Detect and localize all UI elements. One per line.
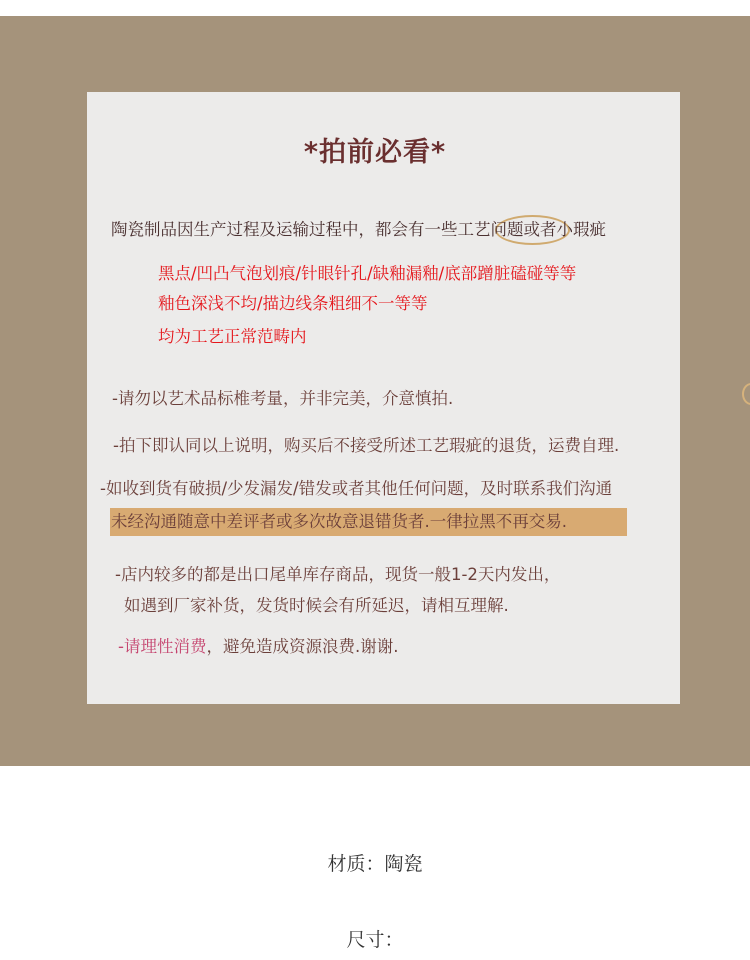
material-label: 材质：陶瓷 [327, 853, 423, 875]
rule-line-6: 如遇到厂家补货，发货时候会有所延迟，请相互理解. [124, 596, 509, 615]
notice-intro: 陶瓷制品因生产过程及运输过程中，都会有一些工艺问题或者小瑕疵 [111, 220, 606, 239]
circle-mark-decoration [742, 383, 750, 405]
rule-line-2: -拍下即认同以上说明，购买后不接受所述工艺瑕疵的退货，运费自理. [113, 436, 620, 455]
size-label: 尺寸： [346, 929, 404, 951]
rule-line-4: 未经沟通随意中差评者或多次故意退错货者.一律拉黑不再交易. [111, 512, 567, 531]
closing-emphasis: -请理性消费 [118, 637, 207, 656]
defect-line-3: 均为工艺正常范畴内 [158, 327, 307, 346]
rule-line-3: -如收到货有破损/少发漏发/错发或者其他任何问题，及时联系我们沟通 [100, 479, 613, 498]
closing-rest: ，避免造成资源浪费.谢谢. [206, 637, 399, 656]
closing-line [118, 636, 398, 658]
rule-line-1: -请勿以艺术品标椎考量，并非完美，介意慎拍. [112, 389, 454, 408]
notice-title: *拍前必看* [303, 137, 447, 168]
defect-line-2: 釉色深浅不均/描边线条粗细不一等等 [158, 294, 428, 313]
defect-line-1: 黑点/凹凸气泡划痕/针眼针孔/缺釉漏釉/底部蹭脏磕碰等等 [158, 264, 577, 283]
rule-line-5: -店内较多的都是出口尾单库存商品，现货一般1-2天内发出， [115, 565, 561, 584]
